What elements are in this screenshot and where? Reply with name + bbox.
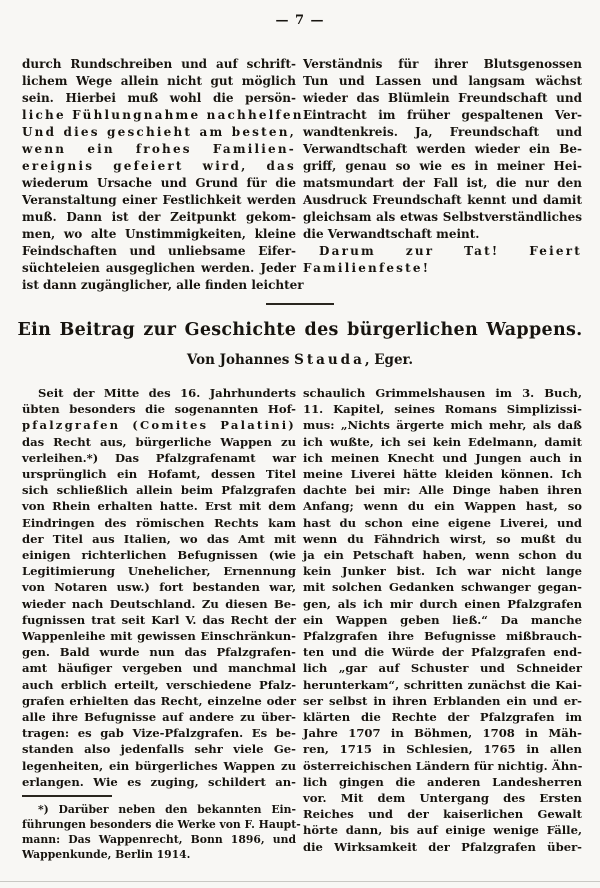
text-line: wenn ein frohes Familien-	[22, 142, 296, 156]
text-line: griff, genau so wie es in meiner Hei-	[303, 159, 582, 173]
text-line: klärten die Rechte der Pfalzgrafen im	[303, 710, 582, 725]
text-line: durch Rundschreiben und auf schrift-	[22, 57, 296, 71]
text-line: 11. Kapitel, seines Romans Simplizissi-	[303, 402, 582, 417]
text-line: Seit der Mitte des 16. Jahrhunderts	[38, 386, 296, 400]
text-line: sich schließlich allein beim Pfalzgrafen	[22, 483, 296, 498]
text-line: liche Fühlungnahme nachhelfen.	[22, 108, 310, 122]
text-line: ser selbst in ihren Erblanden ein und er-	[303, 693, 582, 708]
intro-section	[22, 56, 582, 294]
text-line: Eindringen des römischen Rechts kam	[22, 515, 296, 530]
text-line: fugnissen trat seit Karl V. das Recht der	[22, 612, 296, 627]
text-line: ten und die Würde der Pfalzgrafen end-	[303, 645, 582, 660]
text-line: mit solchen Gedanken schwanger gegan-	[303, 580, 582, 595]
footnote-divider	[22, 795, 112, 797]
text-line: hörte dann, bis auf einige wenige Fälle,	[303, 823, 582, 838]
text-line: wenn du Fähndrich wirst, so mußt du	[303, 531, 582, 546]
text-line: Familienfeste!	[303, 261, 431, 275]
text-line: vor. Mit dem Untergang des Ersten	[303, 791, 582, 806]
byline-suffix: , Eger.	[364, 352, 414, 368]
text-line: österreichischen Ländern für nichtig. Ähn-	[303, 758, 583, 773]
text-line: wandtenkreis. Ja, Freundschaft und	[303, 125, 582, 139]
text-line: ich meinen Knecht und Jungen auch in	[303, 450, 582, 465]
article-body	[22, 385, 582, 862]
text-line: süchteleien ausgeglichen werden. Jeder	[22, 261, 296, 275]
text-line: von Rhein erhalten hatte. Erst mit dem	[22, 499, 296, 514]
text-line: matsmundart der Fall ist, die nur den	[303, 176, 582, 190]
text-line: wieder das Blümlein Freundschaft und	[303, 91, 582, 105]
text-line: amt häufiger vergeben und manchmal	[22, 661, 296, 676]
text-line: Verständnis für ihrer Blutsgenossen	[303, 57, 582, 71]
text-line: lichem Wege allein nicht gut möglich	[22, 74, 296, 88]
text-line: wiederum Ursache und Grund für die	[22, 176, 296, 190]
text-line: verleihen.*) Das Pfalzgrafenamt war	[22, 450, 296, 465]
text-line: ursprünglich ein Hofamt, dessen Titel	[22, 467, 296, 482]
text-line: der Titel aus Italien, wo das Amt mit	[22, 531, 296, 546]
article-left-text	[22, 385, 296, 790]
text-line: das Recht aus, bürgerliche Wappen zu	[22, 434, 296, 449]
text-line: gen. Bald wurde nun das Pfalzgrafen-	[22, 645, 296, 660]
text-line: ist dann zugänglicher, alle finden leichter	[22, 278, 304, 292]
text-line: Wappenleihe mit gewissen Einschränkun-	[22, 629, 296, 644]
text-line: wieder nach Deutschland. Zu diesen Be-	[22, 596, 296, 611]
text-line: auch erblich erteilt, verschiedene Pfalz-	[22, 677, 296, 692]
text-line: kein Junker bist. Ich war nicht lange	[303, 564, 582, 579]
article-left-column	[22, 385, 301, 862]
intro-right-column	[303, 56, 582, 294]
text-line: tragen: es gab Vize-Pfalzgrafen. Es be-	[22, 726, 296, 741]
text-line: erlangen. Wie es zuging, schildert an-	[22, 774, 296, 789]
intro-left-column	[22, 56, 310, 294]
text-line: Eintracht im früher gespaltenen Ver-	[303, 108, 582, 122]
text-line: hast du schon eine eigene Liverei, und	[303, 515, 582, 530]
text-line: Darum zur Tat! Feiert	[319, 244, 582, 258]
text-line: Verwandtschaft werden wieder ein Be-	[303, 142, 582, 156]
text-line: lich „gar auf Schuster und Schneider	[303, 661, 582, 676]
byline-author-name: Stauda	[294, 352, 365, 368]
text-line: men, wo alte Unstimmigkeiten, kleine	[22, 227, 296, 241]
text-line: führungen besonders die Werke von F. Haupt-	[22, 818, 301, 832]
text-line: übten besonders die sogenannten Hof-	[22, 402, 296, 417]
article-right-column	[303, 385, 582, 862]
text-line: Veranstaltung einer Festlichkeit werden	[22, 193, 296, 207]
footnote	[22, 802, 301, 862]
text-line: gleichsam als etwas Selbstverständliches	[303, 210, 582, 224]
text-line: ereignis gefeiert wird, das	[22, 159, 296, 173]
section-divider-bar	[266, 303, 334, 305]
text-line: Anfang; wenn du ein Wappen hast, so	[303, 499, 582, 514]
text-line: pfalzgrafen (Comites Palatini)	[22, 418, 296, 433]
text-line: mann: Das Wappenrecht, Bonn 1896, und	[22, 833, 296, 847]
byline-prefix: Von Johannes	[186, 352, 295, 368]
text-line: meine Liverei hätte kleiden können. Ich	[303, 467, 582, 482]
text-line: die Wirksamkeit der Pfalzgrafen über-	[303, 839, 582, 854]
text-line: schaulich Grimmelshausen im 3. Buch,	[303, 386, 582, 400]
text-line: mus: „Nichts ärgerte mich mehr, als daß	[303, 418, 582, 433]
section-divider	[0, 303, 600, 305]
text-line: legenheiten, ein bürgerliches Wappen zu	[22, 758, 296, 773]
text-line: Ausdruck Freundschaft kennt und damit	[303, 193, 582, 207]
article-byline	[0, 352, 600, 368]
text-line: *) Darüber neben den bekannten Ein-	[38, 803, 296, 817]
text-line: muß. Dann ist der Zeitpunkt gekom-	[22, 210, 296, 224]
text-line: die Verwandtschaft meint.	[303, 227, 480, 241]
text-line: einigen richterlichen Befugnissen (wie	[22, 548, 296, 563]
text-line: dachte bei mir: Alle Dinge haben ihren	[303, 483, 582, 498]
text-line: Reiches und der kaiserlichen Gewalt	[303, 807, 582, 822]
text-line: standen also jedenfalls sehr viele Ge-	[22, 742, 296, 757]
text-line: Wappenkunde, Berlin 1914.	[22, 848, 191, 862]
text-line: Tun und Lassen und langsam wächst	[303, 74, 582, 88]
text-line: ja ein Petschaft haben, wenn schon du	[303, 548, 582, 563]
text-line: sein. Hierbei muß wohl die persön-	[22, 91, 296, 105]
text-line: Jahre 1707 in Böhmen, 1708 in Mäh-	[303, 726, 582, 741]
text-line: alle ihre Befugnisse auf andere zu über-	[22, 710, 296, 725]
text-line: Legitimierung Unehelicher, Ernennung	[22, 564, 296, 579]
text-line: ich wußte, ich sei kein Edelmann, damit	[303, 434, 582, 449]
article-title: Ein Beitrag zur Geschichte des bürgerlichen Wappens.	[17, 320, 583, 340]
text-line: ein Wappen geben ließ.“ Da manche	[303, 612, 582, 627]
text-line: von Notaren usw.) fort bestanden war,	[22, 580, 296, 595]
text-line: lich gingen die anderen Landesherren	[303, 774, 582, 789]
text-line: grafen erhielten das Recht, einzelne oder	[22, 693, 296, 708]
text-line: gen, als ich mir durch einen Pfalzgrafen	[303, 596, 582, 611]
text-line: Und dies geschieht am besten,	[22, 125, 296, 139]
page-number: — 7 —	[275, 13, 325, 28]
text-line: Pfalzgrafen ihre Befugnisse mißbrauch-	[303, 629, 582, 644]
text-line: herunterkam“, schritten zunächst die Kai-	[303, 677, 582, 692]
text-line: ren, 1715 in Schlesien, 1765 in allen	[303, 742, 582, 757]
text-line: Feindschaften und unliebsame Eifer-	[22, 244, 296, 258]
page-bottom-edge-line	[0, 881, 600, 882]
